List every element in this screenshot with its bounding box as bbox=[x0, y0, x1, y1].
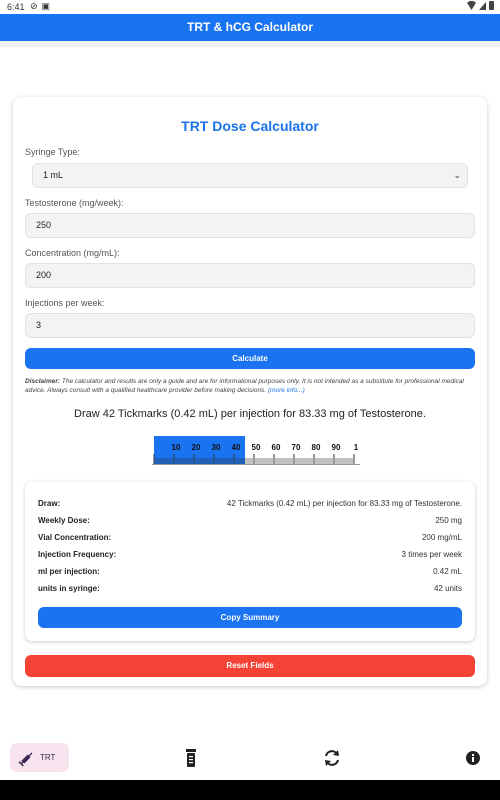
calculate-button[interactable]: Calculate bbox=[25, 348, 475, 369]
summary-key: Vial Concentration: bbox=[38, 533, 112, 542]
summary-row-units bbox=[38, 584, 462, 596]
syringe-label: 20 bbox=[191, 443, 201, 452]
summary-value: 3 times per week bbox=[401, 550, 462, 559]
syringe-label: 60 bbox=[271, 443, 281, 452]
injections-label: Injections per week: bbox=[25, 298, 105, 308]
summary-key: Weekly Dose: bbox=[38, 516, 90, 525]
testosterone-input[interactable] bbox=[25, 213, 475, 238]
status-icons-right bbox=[467, 1, 494, 10]
syringe-label: 70 bbox=[291, 443, 301, 452]
summary-card bbox=[25, 482, 475, 641]
summary-key: ml per injection: bbox=[38, 567, 100, 576]
disclaimer-title: Disclaimer: bbox=[25, 378, 61, 385]
signal-icon bbox=[479, 2, 486, 10]
status-icons-left bbox=[30, 1, 50, 12]
app-bar bbox=[0, 14, 500, 41]
syringe-label: 1 bbox=[353, 443, 359, 452]
chevron-down-icon: ⌄ bbox=[453, 170, 461, 180]
syringe-icon bbox=[18, 749, 36, 767]
card-title: TRT Dose Calculator bbox=[181, 118, 319, 134]
syringe-type-value: 1 mL bbox=[43, 170, 64, 180]
concentration-value: 200 bbox=[36, 270, 52, 280]
summary-value: 42 Tickmarks (0.42 mL) per injection for 83.33 mg of Testosterone. bbox=[226, 499, 462, 508]
wifi-icon bbox=[467, 1, 476, 10]
summary-row-weekly-dose bbox=[38, 516, 462, 528]
nav-item-trt-label: TRT bbox=[40, 753, 56, 762]
concentration-label: Concentration (mg/mL): bbox=[25, 248, 120, 258]
system-nav-bar bbox=[0, 780, 500, 800]
app-title: TRT & hCG Calculator bbox=[186, 20, 313, 34]
disclaimer bbox=[25, 378, 477, 395]
concentration-input[interactable] bbox=[25, 263, 475, 288]
result-text: Draw 42 Tickmarks (0.42 mL) per injection for 83.33 mg of Testosterone. bbox=[74, 408, 426, 420]
calculator-card bbox=[13, 97, 487, 686]
summary-key: Injection Frequency: bbox=[38, 550, 117, 559]
testosterone-value: 250 bbox=[36, 220, 52, 230]
summary-key: units in syringe: bbox=[38, 584, 100, 593]
reset-fields-button[interactable]: Reset Fields bbox=[25, 655, 475, 677]
more-info-link[interactable]: (more info...) bbox=[267, 386, 305, 394]
syringe-label: 90 bbox=[331, 443, 341, 452]
info-icon[interactable] bbox=[463, 748, 483, 768]
syringe-labels bbox=[140, 443, 360, 453]
injections-input[interactable] bbox=[25, 313, 475, 338]
summary-key: Draw: bbox=[38, 499, 61, 508]
syringe-label: 50 bbox=[251, 443, 261, 452]
disclaimer-text: The calculator and results are only a guide and are for informational purposes only. It is not intended as a substitute for professional medical advice. Always consult with a qualified healthcare provider before making decisions. bbox=[25, 378, 464, 394]
summary-value: 0.42 mL bbox=[433, 567, 462, 576]
testosterone-label: Testosterone (mg/week): bbox=[25, 198, 124, 208]
do-not-disturb-icon: ⊘ bbox=[30, 1, 38, 11]
summary-value: 200 mg/mL bbox=[421, 533, 462, 542]
summary-value: 250 mg bbox=[435, 516, 462, 525]
notification-icon: ▣ bbox=[41, 1, 51, 11]
summary-row-ml-per-injection bbox=[38, 567, 462, 579]
syringe-type-label: Syringe Type: bbox=[25, 147, 80, 157]
bottom-nav bbox=[0, 735, 500, 780]
vial-icon[interactable] bbox=[181, 748, 201, 768]
refresh-icon[interactable] bbox=[322, 748, 342, 768]
syringe-graphic bbox=[140, 434, 360, 468]
injections-value: 3 bbox=[36, 320, 42, 330]
battery-icon bbox=[489, 1, 494, 10]
summary-value: 42 units bbox=[433, 584, 462, 593]
summary-row-injection-frequency bbox=[38, 550, 462, 562]
app-bar-shadow bbox=[0, 41, 500, 47]
syringe-type-select[interactable] bbox=[32, 163, 468, 188]
copy-summary-button[interactable]: Copy Summary bbox=[38, 607, 462, 628]
syringe-label: 30 bbox=[211, 443, 221, 452]
syringe-label: 10 bbox=[171, 443, 181, 452]
summary-row-vial-concentration bbox=[38, 533, 462, 545]
summary-row-draw bbox=[38, 499, 462, 511]
syringe-label: 40 bbox=[231, 443, 241, 452]
status-time: 6:41 bbox=[7, 2, 25, 12]
syringe-label: 80 bbox=[311, 443, 321, 452]
status-bar bbox=[0, 0, 500, 14]
nav-item-trt[interactable] bbox=[10, 743, 69, 772]
